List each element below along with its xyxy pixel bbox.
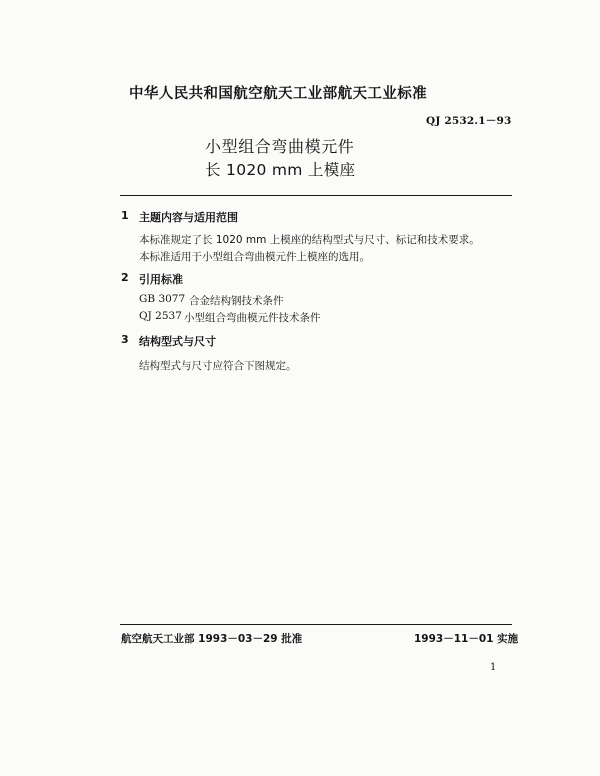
page-number: 1 — [490, 662, 497, 673]
reference-2-name: 小型组合弯曲模元件技术条件 — [184, 312, 321, 324]
reference-1-code: GB 3077 — [139, 293, 186, 305]
reference-2-code: QJ 2537 — [139, 310, 182, 322]
top-divider — [120, 195, 512, 196]
approval-note: 航空航天工业部 1993－03－29 批准 — [121, 633, 303, 645]
section-1-paragraph-1: 本标准规定了长 1020 mm 上模座的结构型式与尺寸、标记和技术要求。 — [139, 234, 480, 246]
standard-code: QJ 2532.1－93 — [426, 115, 512, 127]
implementation-date: 1993－11－01 实施 — [414, 633, 519, 645]
bottom-divider — [120, 624, 512, 625]
document-title-line1: 小型组合弯曲模元件 — [205, 137, 355, 156]
section-3-paragraph-1: 结构型式与尺寸应符合下图规定。 — [139, 360, 297, 372]
section-3-number: 3 — [121, 333, 129, 346]
section-2-title: 引用标准 — [139, 273, 183, 286]
section-2-number: 2 — [121, 271, 129, 284]
document-title-line2: 长 1020 mm 上模座 — [205, 161, 356, 179]
reference-1-name: 合金结构钢技术条件 — [189, 295, 284, 307]
issuer-header: 中华人民共和国航空航天工业部航天工业标准 — [129, 86, 427, 102]
section-1-title: 主题内容与适用范围 — [139, 211, 238, 224]
section-1-number: 1 — [121, 209, 129, 222]
section-1-paragraph-2: 本标准适用于小型组合弯曲模元件上模座的选用。 — [139, 251, 370, 263]
section-3-title: 结构型式与尺寸 — [139, 335, 216, 348]
